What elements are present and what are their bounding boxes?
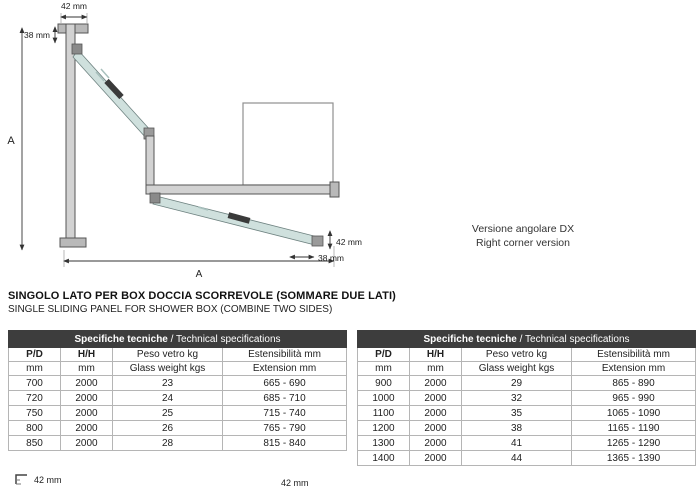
- column-header-row: [358, 348, 696, 362]
- table-cell: 1200: [358, 421, 410, 436]
- table-cell: 2000: [61, 391, 113, 406]
- dimension-right-38: [290, 253, 344, 263]
- col-subheader: mm: [410, 362, 462, 376]
- column-subheader-row: [358, 362, 696, 376]
- footer-dim-center-label: 42 mm: [281, 478, 309, 488]
- table-cell: 700: [9, 376, 61, 391]
- table-cell: 32: [462, 391, 572, 406]
- page-subtitle: SINGLE SLIDING PANEL FOR SHOWER BOX (COMBINE TWO SIDES): [8, 304, 333, 315]
- col-subheader: Extension mm: [572, 362, 696, 376]
- table-cell: 28: [113, 436, 223, 451]
- column-subheader-row: [9, 362, 347, 376]
- spec-table-left: [8, 330, 347, 451]
- col-header: P/D: [9, 348, 61, 362]
- col-subheader: mm: [9, 362, 61, 376]
- col-subheader: mm: [61, 362, 113, 376]
- dimension-top-42: [61, 1, 87, 23]
- table-title-row: [9, 331, 347, 348]
- column-header-row: [9, 348, 347, 362]
- table-cell: 41: [462, 436, 572, 451]
- table-title-rest: / Technical specifications: [516, 333, 630, 345]
- corner-connector: [146, 136, 154, 188]
- table-cell: 25: [113, 406, 223, 421]
- table-cell: 685 - 710: [223, 391, 347, 406]
- table-cell: 2000: [61, 436, 113, 451]
- table-cell: 2000: [61, 421, 113, 436]
- table-cell: 1265 - 1290: [572, 436, 696, 451]
- table-row: [9, 391, 347, 406]
- dimension-a-vertical: [7, 28, 22, 250]
- table-cell: 44: [462, 451, 572, 466]
- col-header: H/H: [61, 348, 113, 362]
- table-cell: 900: [358, 376, 410, 391]
- table-cell: 23: [113, 376, 223, 391]
- footer-dimension-center: [281, 478, 309, 488]
- table-row: [9, 406, 347, 421]
- table-cell: 1065 - 1090: [572, 406, 696, 421]
- dim-left-38-label: 38 mm: [24, 30, 50, 40]
- glass-panel-top: [72, 44, 154, 139]
- col-header: Peso vetro kg: [113, 348, 223, 362]
- table-cell: 850: [9, 436, 61, 451]
- table-row: [9, 376, 347, 391]
- footer-dimension-left: [14, 473, 62, 486]
- table-cell: 1165 - 1190: [572, 421, 696, 436]
- version-caption-en: Right corner version: [476, 236, 570, 249]
- profile-bracket-icon: [14, 473, 30, 486]
- table-cell: 2000: [410, 451, 462, 466]
- col-subheader: Glass weight kgs: [113, 362, 223, 376]
- table-cell: 2000: [410, 421, 462, 436]
- table-cell: 35: [462, 406, 572, 421]
- table-cell: 2000: [410, 436, 462, 451]
- title-block: [8, 290, 396, 315]
- corner-walls: [243, 103, 333, 185]
- page-title: SINGOLO LATO PER BOX DOCCIA SCORREVOLE (SOMMARE DUE LATI): [8, 290, 396, 302]
- col-header: H/H: [410, 348, 462, 362]
- table-cell: 1000: [358, 391, 410, 406]
- table-row: [9, 421, 347, 436]
- table-title-rest: / Technical specifications: [167, 333, 281, 345]
- table-cell: 865 - 890: [572, 376, 696, 391]
- table-cell: 26: [113, 421, 223, 436]
- table-cell: 2000: [410, 376, 462, 391]
- table-row: [358, 376, 696, 391]
- dim-right-42-label: 42 mm: [336, 237, 362, 247]
- table-cell: 1365 - 1390: [572, 451, 696, 466]
- table-cell: 2000: [410, 406, 462, 421]
- glass-panel-bottom: [150, 193, 323, 246]
- table-cell: 800: [9, 421, 61, 436]
- dim-top-label: 42 mm: [61, 1, 87, 11]
- table-cell: 765 - 790: [223, 421, 347, 436]
- dim-a-horizontal-label: A: [195, 269, 203, 280]
- table-cell: 1300: [358, 436, 410, 451]
- dim-a-vertical-label: A: [7, 135, 15, 147]
- col-header: Peso vetro kg: [462, 348, 572, 362]
- version-caption: [458, 223, 588, 250]
- table-cell: 715 - 740: [223, 406, 347, 421]
- table-cell: 815 - 840: [223, 436, 347, 451]
- technical-drawing: [0, 0, 460, 285]
- col-subheader: Extension mm: [223, 362, 347, 376]
- dim-right-38-label: 38 mm: [318, 253, 344, 263]
- table-row: [358, 451, 696, 466]
- table-row: [358, 421, 696, 436]
- table-cell: 1100: [358, 406, 410, 421]
- table-cell: 720: [9, 391, 61, 406]
- table-row: [9, 436, 347, 451]
- col-header: P/D: [358, 348, 410, 362]
- table-cell: 2000: [410, 391, 462, 406]
- table-title-bold: Specifiche tecniche: [74, 333, 168, 345]
- dimension-left-38: [24, 27, 55, 43]
- table-cell: 24: [113, 391, 223, 406]
- version-caption-it: Versione angolare DX: [471, 223, 575, 235]
- table-title: [9, 331, 347, 348]
- table-cell: 750: [9, 406, 61, 421]
- table-cell: 2000: [61, 376, 113, 391]
- table-cell: 965 - 990: [572, 391, 696, 406]
- col-subheader: Glass weight kgs: [462, 362, 572, 376]
- dimension-right-42: [330, 231, 362, 249]
- table-row: [358, 436, 696, 451]
- table-title-row: [358, 331, 696, 348]
- spec-table-right: [357, 330, 696, 466]
- col-header: Estensibilità mm: [572, 348, 696, 362]
- table-title-bold: Specifiche tecniche: [423, 333, 517, 345]
- table-row: [358, 391, 696, 406]
- dimension-a-horizontal: [64, 246, 334, 280]
- table-title: [358, 331, 696, 348]
- table-cell: 38: [462, 421, 572, 436]
- col-header: Estensibilità mm: [223, 348, 347, 362]
- footer-dim-left-label: 42 mm: [34, 474, 62, 485]
- table-row: [358, 406, 696, 421]
- table-cell: 2000: [61, 406, 113, 421]
- col-subheader: mm: [358, 362, 410, 376]
- table-cell: 1400: [358, 451, 410, 466]
- table-cell: 665 - 690: [223, 376, 347, 391]
- table-cell: 29: [462, 376, 572, 391]
